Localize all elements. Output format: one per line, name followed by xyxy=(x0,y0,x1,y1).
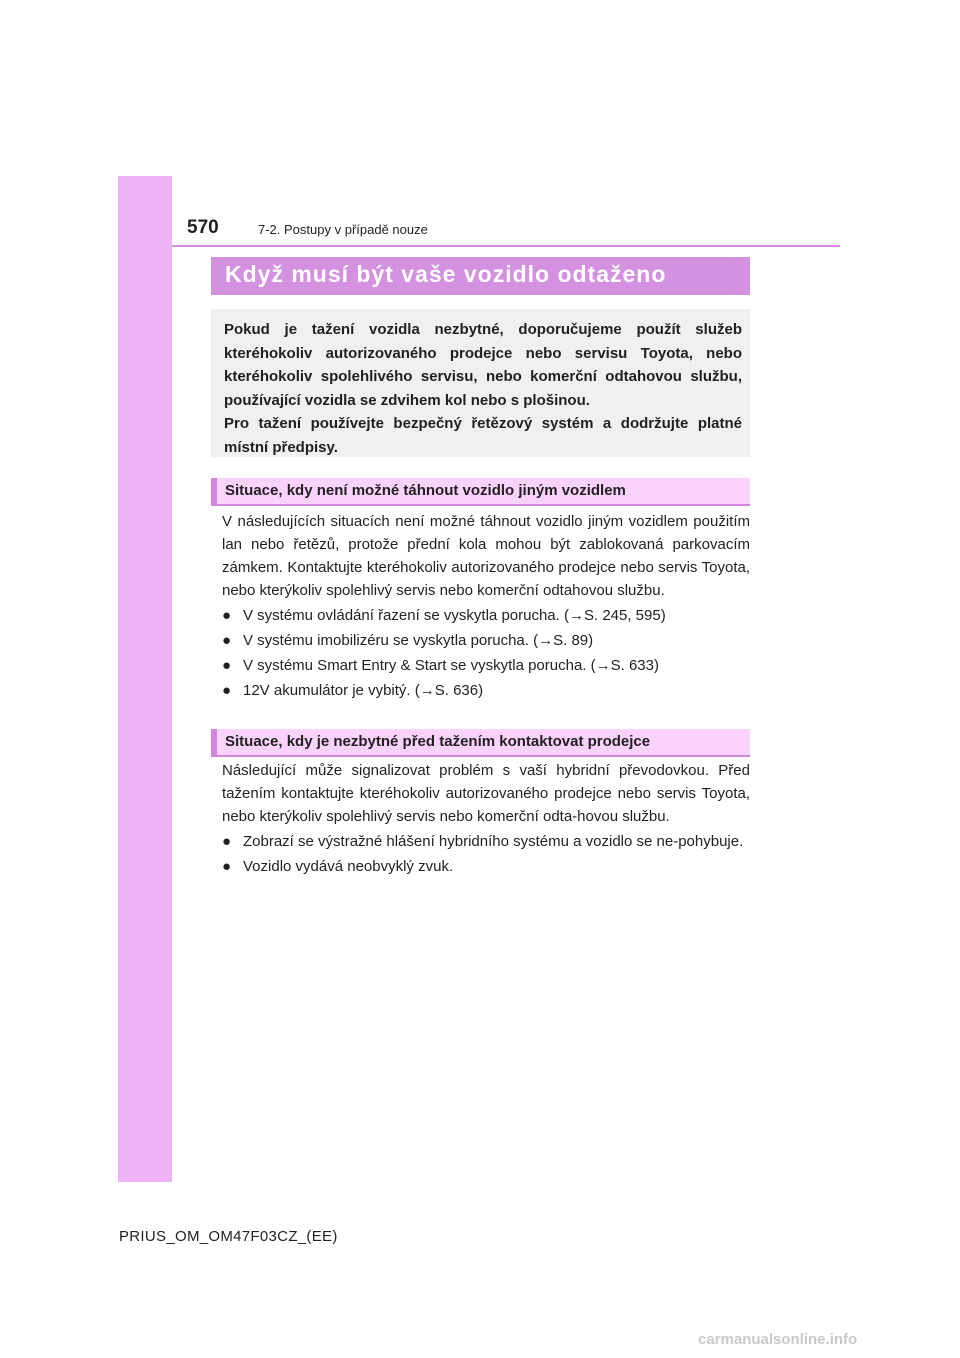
page-number: 570 xyxy=(187,217,219,238)
intro-paragraph-2: Pro tažení používejte bezpečný řetězový systém a dodržujte platné místní předpisy. xyxy=(224,415,742,456)
section-title: 7-2. Postupy v případě nouze xyxy=(258,222,428,237)
list-item: ● V systému imobilizéru se vyskytla porucha. (→S. 89) xyxy=(222,629,750,652)
bullet-icon: ● xyxy=(222,682,232,699)
section2-bullet-list xyxy=(222,830,750,878)
section2-paragraph: Následující může signalizovat problém s vaší hybridní převodovkou. Před tažením kontaktujte kteréhokoliv autorizovaného prodejce nebo servis Toyota, nebo kterýkoliv spolehlivý servis nebo komerční odta-hovou službu. xyxy=(222,762,750,825)
section2-body xyxy=(222,759,750,878)
intro-box xyxy=(211,309,750,457)
bullet-icon: ● xyxy=(222,858,232,875)
bullet-icon: ● xyxy=(222,607,232,624)
list-item: ● V systému ovládání řazení se vyskytla porucha. (→S. 245, 595) xyxy=(222,604,750,627)
bullet-icon: ● xyxy=(222,833,232,850)
list-item: ● Zobrazí se výstražné hlášení hybridního systému a vozidlo se ne-pohybuje. xyxy=(222,830,750,853)
list-item: ● V systému Smart Entry & Start se vyskytla porucha. (→S. 633) xyxy=(222,654,750,677)
section1-paragraph: V následujících situacích není možné táhnout vozidlo jiným vozidlem použitím lan nebo řetězů, protože přední kola mohou být zablokovaná parkovacím zámkem. Kontaktujte kteréhokoliv autorizovaného prodejce nebo servis Toyota, nebo kterýkoliv spolehlivý servis nebo komerční odtahovou službu. xyxy=(222,513,750,599)
subheading-contact-dealer: Situace, kdy je nezbytné před tažením kontaktovat prodejce xyxy=(211,729,750,755)
page-title: Když musí být vaše vozidlo odtaženo xyxy=(211,257,750,295)
bullet-icon: ● xyxy=(222,657,232,674)
intro-paragraph-1: Pokud je tažení vozidla nezbytné, doporučujeme použít služeb kteréhokoliv autorizovaného prodejce nebo servisu Toyota, nebo kteréhokoliv spolehlivého servisu, nebo komerční odtahovou službu, používající vozidla se zdvihem kol nebo s plošinou. xyxy=(224,321,742,409)
side-tab-band xyxy=(118,176,172,1182)
watermark: carmanualsonline.info xyxy=(698,1331,858,1348)
subheading-towing-not-possible: Situace, kdy není možné táhnout vozidlo jiným vozidlem xyxy=(211,478,750,504)
header-divider xyxy=(172,245,840,247)
section1-body xyxy=(222,510,750,702)
list-item: ● 12V akumulátor je vybitý. (→S. 636) xyxy=(222,679,750,702)
list-item: ● Vozidlo vydává neobvyklý zvuk. xyxy=(222,855,750,878)
section1-bullet-list xyxy=(222,604,750,702)
bullet-icon: ● xyxy=(222,632,232,649)
document-code-footer: PRIUS_OM_OM47F03CZ_(EE) xyxy=(119,1228,338,1245)
